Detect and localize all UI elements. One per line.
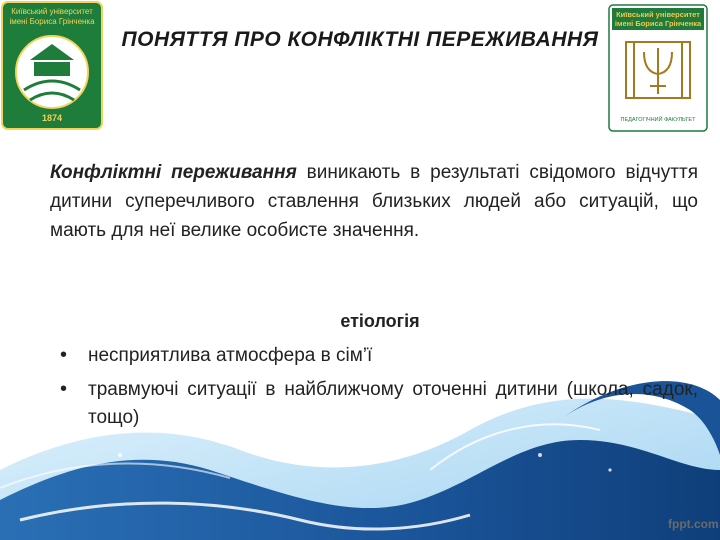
etiology-list	[60, 342, 698, 438]
logo-left-line-1: Київський університет	[11, 7, 93, 16]
watermark-credit: fppt.com	[668, 517, 719, 531]
logo-left-year: 1874	[41, 113, 63, 123]
logo-right-line-2: імені Бориса Грінченка	[614, 19, 702, 28]
university-logo-left	[0, 0, 104, 131]
university-logo-right	[608, 4, 708, 132]
etiology-subheading: етіологія	[340, 311, 420, 331]
list-item-text: травмуючі ситуації в найближчому оточенні дитини (школа, садок, тощо)	[88, 379, 698, 428]
definition-text: виникають в результаті свідомого відчуття дитини суперечливого ставлення близьких людей або ситуацій, що мають для неї велике особисте значення.	[50, 162, 698, 241]
bullet-icon: •	[60, 344, 68, 366]
definition-term: Конфліктні переживання	[50, 162, 297, 183]
logo-right-footer: ПЕДАГОГІЧНИЙ ФАКУЛЬТЕТ	[620, 117, 696, 123]
slide-title: ПОНЯТТЯ ПРО КОНФЛІКТНІ ПЕРЕЖИВАННЯ	[121, 28, 599, 51]
logo-right-line-1: Київський університет	[616, 10, 700, 19]
list-item-text: несприятлива атмосфера в сім’ї	[88, 345, 373, 366]
logo-left-line-2: імені Бориса Грінченка	[9, 17, 95, 26]
list-item	[60, 376, 698, 432]
bullet-icon: •	[60, 378, 68, 400]
definition-paragraph	[50, 158, 698, 245]
list-item	[60, 342, 698, 370]
